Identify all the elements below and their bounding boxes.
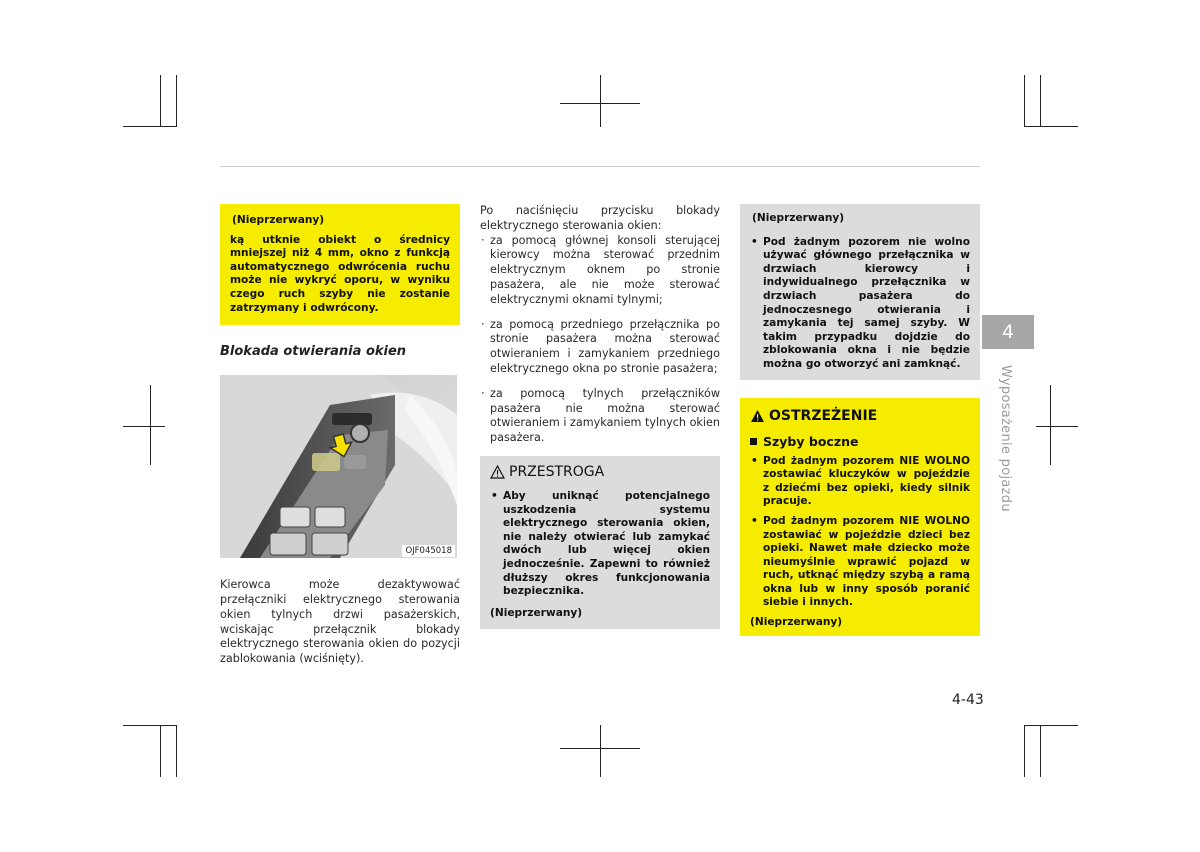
crop-mark — [123, 725, 177, 726]
warning-list — [750, 455, 970, 611]
list-item: • Pod żadnym pozorem NIE WOLNO zostawiać kluczyków w pojeździe z dziećmi bez opieki, kiedy silnik pracuje. — [751, 454, 970, 508]
window-switch-illustration — [220, 375, 457, 558]
crop-mark — [600, 725, 601, 777]
continued-label: (Nieprzerwany) — [752, 212, 845, 224]
section-heading: Blokada otwierania okien — [220, 344, 407, 360]
image-code: OJF045018 — [402, 545, 455, 557]
list-item: • Aby uniknąć potencjalnego uszkodzenia systemu elektrycznego sterowania okien, nie należy otwierać lub zamykać dwóch lub więcej okien jednocześnie. Zapewni to również dłuższy okres funkcjonowania bezpiecznika. — [491, 489, 710, 598]
caution-list — [490, 490, 710, 599]
crop-mark — [1024, 75, 1025, 127]
crop-mark — [1024, 725, 1025, 777]
crop-mark — [150, 385, 151, 465]
caution-title-text: PRZESTROGA — [509, 463, 605, 480]
warning-triangle-icon — [750, 409, 765, 423]
caution-box — [480, 456, 720, 629]
crop-mark — [1040, 75, 1041, 127]
header-rule — [220, 166, 980, 167]
note-list — [750, 236, 970, 372]
warning-subheading — [750, 434, 970, 449]
lock-effects-list — [480, 234, 720, 446]
crop-mark — [1036, 426, 1078, 427]
caution-triangle-icon — [490, 465, 505, 479]
chapter-tab — [982, 315, 1034, 349]
list-item-text: Pod żadnym pozorem NIE WOLNO zostawiać w pojeździe dzieci bez opieki. Nawet małe dziecko może nieumyślnie wprawić pojazd w ruch, utknąć między szybą a ramą okna lub w inny sposób poranić siebie i innych. — [763, 514, 970, 609]
crop-mark — [123, 126, 177, 127]
list-item-text: Aby uniknąć potencjalnego uszkodzenia systemu elektrycznego sterowania okien, nie należy otwierać lub zamykać dwóch lub więcej okien jednocześnie. Zapewni to również dłuższy okres funkcjonowania bezpiecznika. — [503, 489, 710, 598]
crop-mark — [160, 725, 161, 777]
list-item-text: za pomocą głównej konsoli sterującej kierowcy można sterować przednim elektrycznym oknem po stronie pasażera, ale nie może sterować elektrycznymi oknami tylnymi; — [490, 233, 720, 306]
continued-label: (Nieprzerwany) — [750, 616, 843, 629]
warning-box — [740, 398, 980, 637]
caution-title — [490, 464, 710, 480]
crop-mark — [1024, 126, 1078, 127]
column-middle — [480, 204, 720, 629]
page-number: 4-43 — [952, 692, 984, 708]
list-item: · za pomocą przedniego przełącznika po stronie pasażera można sterować otwieraniem i zamykaniem przedniego elektrycznego okna po stronie pasażera; — [481, 317, 720, 375]
note-text: ką utknie obiekt o średnicy mniejszej niż 4 mm, okno z funkcją automatycznego odwrócenia ruchu może nie wykryć oporu, w wyniku czego ruch szyby nie zostanie zatrzymany i odwrócony. — [230, 233, 450, 314]
crop-mark — [1040, 725, 1041, 777]
continued-label: (Nieprzerwany) — [490, 606, 583, 619]
list-item-text: za pomocą przedniego przełącznika po stronie pasażera można sterować otwieraniem i zamykaniem przedniego elektrycznego okna po stronie pasażera; — [490, 317, 720, 375]
window-switch-photo — [220, 375, 457, 558]
list-item-text: za pomocą tylnych przełączników pasażera nie można sterować otwieraniem i zamykaniem tylnych okien pasażera. — [490, 386, 720, 445]
lock-paragraph: Kierowca może dezaktywować przełączniki elektrycznego sterowania okien tylnych drzwi pasażerskich, wciskając przełącznik blokady elektrycznego sterowania okien do pozycji zablokowania (wciśnięty). — [220, 578, 460, 666]
warning-title-text: OSTRZEŻENIE — [769, 407, 878, 424]
crop-mark — [176, 725, 177, 777]
crop-mark — [1024, 725, 1078, 726]
column-right — [740, 204, 980, 636]
chapter-number: 4 — [1001, 321, 1015, 343]
crop-mark — [160, 75, 161, 127]
column-left — [220, 204, 460, 667]
crop-mark — [1050, 385, 1051, 465]
list-item: • Pod żadnym pozorem nie wolno używać głównego przełącznika w drzwiach kierowcy i indywidualnego przełącznika w drzwiach pasażera do jednoczesnego otwierania i zamykania tej samej szyby. W takim przypadku dojdzie do zblokowania okna i nie będzie można go otworzyć ani zamknąć. — [751, 235, 970, 370]
subheading-text: Szyby boczne — [763, 433, 859, 449]
list-item: • Pod żadnym pozorem NIE WOLNO zostawiać w pojeździe dzieci bez opieki. Nawet małe dziecko może nieumyślnie wprawić pojazd w ruch, utknąć między szybą a ramą okna lub w inny sposób poranić siebie i innych. — [751, 514, 970, 609]
crop-mark — [123, 426, 165, 427]
list-item-text: Pod żadnym pozorem nie wolno używać głównego przełącznika w drzwiach kierowcy i indywidualnego przełącznika w drzwiach pasażera do jednoczesnego otwierania i zamykania tej samej szyby. W takim przypadku dojdzie do zblokowania okna i nie będzie można go otworzyć ani zamknąć. — [763, 235, 970, 370]
list-item: · za pomocą tylnych przełączników pasażera nie można sterować otwieraniem i zamykaniem tylnych okien pasażera. — [481, 386, 720, 445]
continued-note-box — [220, 204, 460, 325]
list-item-text: Pod żadnym pozorem NIE WOLNO zostawiać kluczyków w pojeździe z dziećmi bez opieki, kiedy silnik pracuje. — [763, 454, 970, 508]
list-item: · za pomocą głównej konsoli sterującej kierowcy można sterować przednim elektrycznym oknem po stronie pasażera, ale nie może sterować elektrycznymi oknami tylnymi; — [481, 233, 720, 306]
warning-title — [750, 408, 970, 424]
square-bullet-icon — [750, 438, 757, 445]
chapter-title: Wyposażenie pojazdu — [998, 365, 1013, 512]
continued-note-box — [740, 204, 980, 380]
continued-label: (Nieprzerwany) — [232, 214, 325, 226]
crop-mark — [176, 75, 177, 127]
intro-paragraph: Po naciśnięciu przycisku blokady elektrycznego sterowania okien: — [480, 204, 720, 232]
crop-mark — [600, 75, 601, 127]
